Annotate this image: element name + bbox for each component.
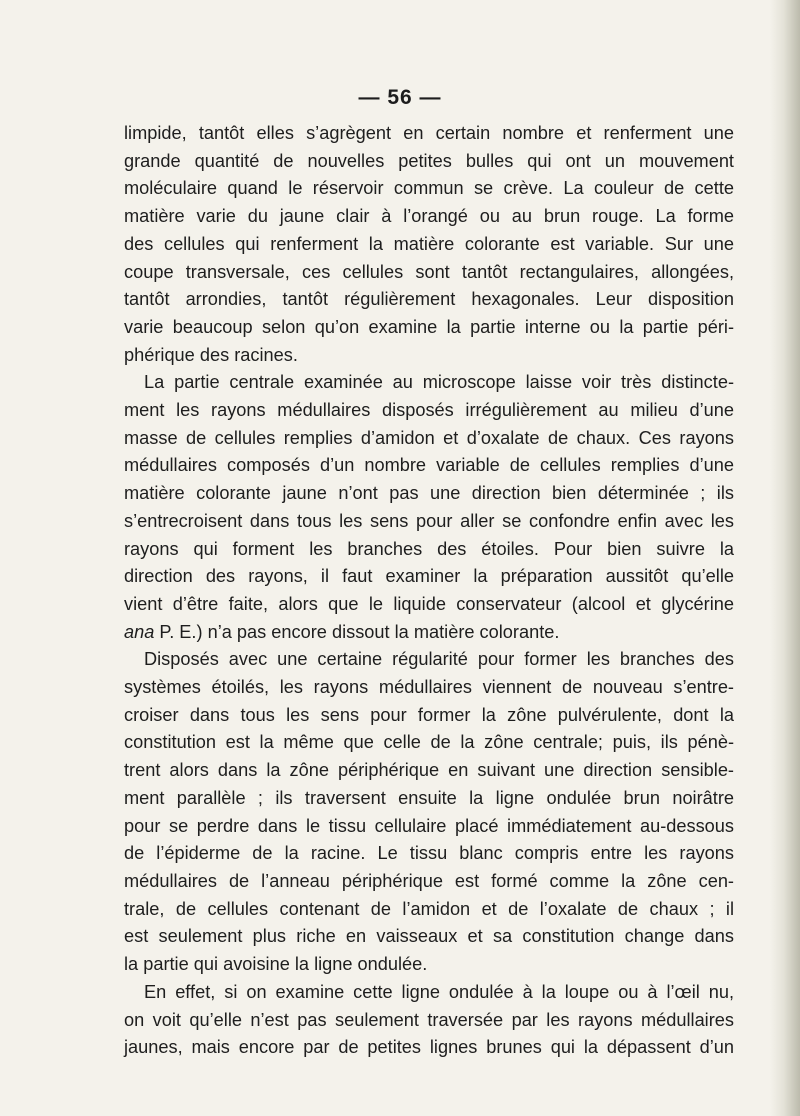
text-line: jaunes, mais encore par de petites lignes brunes qui la dépassent d’un [124,1037,734,1058]
text-line: pour se perdre dans le tissu cellulaire placé immédiatement au-dessous [124,815,734,836]
text-line: croiser dans tous les sens pour former la zône pulvérulente, dont la [124,704,734,725]
text-line: matière varie du jaune clair à l’orangé ou au brun rouge. La forme [124,206,734,227]
text-line: La partie centrale examinée au microscope laisse voir très distincte- [144,372,734,393]
text-line: de l’épiderme de la racine. Le tissu blanc compris entre les rayons [124,843,734,864]
text-line: ment les rayons médullaires disposés irrégulièrement au milieu d’une [124,400,734,421]
text-line: tantôt arrondies, tantôt régulièrement hexagonales. Leur disposition [124,289,734,310]
paragraph-1 [124,120,734,369]
text-line: est seulement plus riche en vaisseaux et sa constitution change dans [124,926,734,947]
text-line: masse de cellules remplies d’amidon et d’oxalate de chaux. Ces rayons [124,427,734,448]
text-line [124,619,734,647]
text-line: des cellules qui renferment la matière colorante est variable. Sur une [124,233,734,254]
text-line-rest: P. E.) n’a pas encore dissout la matière colorante. [154,621,560,642]
italic-abbreviation: ana [124,621,155,642]
text-line: direction des rayons, il faut examiner la préparation aussitôt qu’elle [124,566,734,587]
page-number: — 56 — [358,86,442,109]
paragraph-4 [124,979,734,1062]
paragraph-3 [124,646,734,978]
text-line: limpide, tantôt elles s’agrègent en certain nombre et renferment une [124,123,734,143]
text-line: coupe transversale, ces cellules sont tantôt rectangulaires, allongées, [124,261,734,282]
body-text [124,120,734,1062]
text-line: En effet, si on examine cette ligne ondulée à la loupe ou à l’œil nu, [144,981,734,1002]
text-line: on voit qu’elle n’est pas seulement traversée par les rayons médullaires [124,1009,734,1030]
text-line: médullaires composés d’un nombre variable de cellules remplies d’une [124,455,734,476]
text-line: rayons qui forment les branches des étoiles. Pour bien suivre la [124,538,734,559]
text-line: vient d’être faite, alors que le liquide conservateur (alcool et glycérine [124,593,734,614]
text-line: la partie qui avoisine la ligne ondulée. [124,954,428,975]
text-line: Disposés avec une certaine régularité pour former les branches des [144,649,734,670]
page-edge-shadow [770,0,800,1116]
text-line: médullaires de l’anneau périphérique est formé comme la zône cen- [124,870,734,891]
text-line: constitution est la même que celle de la zône centrale; puis, ils pénè- [124,732,734,753]
paragraph-2 [124,369,734,646]
text-line: grande quantité de nouvelles petites bulles qui ont un mouvement [124,150,734,171]
text-line: varie beaucoup selon qu’on examine la partie interne ou la partie péri- [124,316,734,337]
text-line: trent alors dans la zône périphérique en suivant une direction sensible- [124,760,734,781]
text-line: s’entrecroisent dans tous les sens pour aller se confondre enfin avec les [124,510,734,531]
text-line: matière colorante jaune n’ont pas une direction bien déterminée ; ils [124,483,734,504]
text-line: trale, de cellules contenant de l’amidon et de l’oxalate de chaux ; il [124,898,734,919]
text-line: systèmes étoilés, les rayons médullaires viennent de nouveau s’entre- [124,677,734,698]
text-line: phérique des racines. [124,344,298,365]
text-line: moléculaire quand le réservoir commun se crève. La couleur de cette [124,178,734,199]
text-line: ment parallèle ; ils traversent ensuite la ligne ondulée brun noirâtre [124,787,734,808]
